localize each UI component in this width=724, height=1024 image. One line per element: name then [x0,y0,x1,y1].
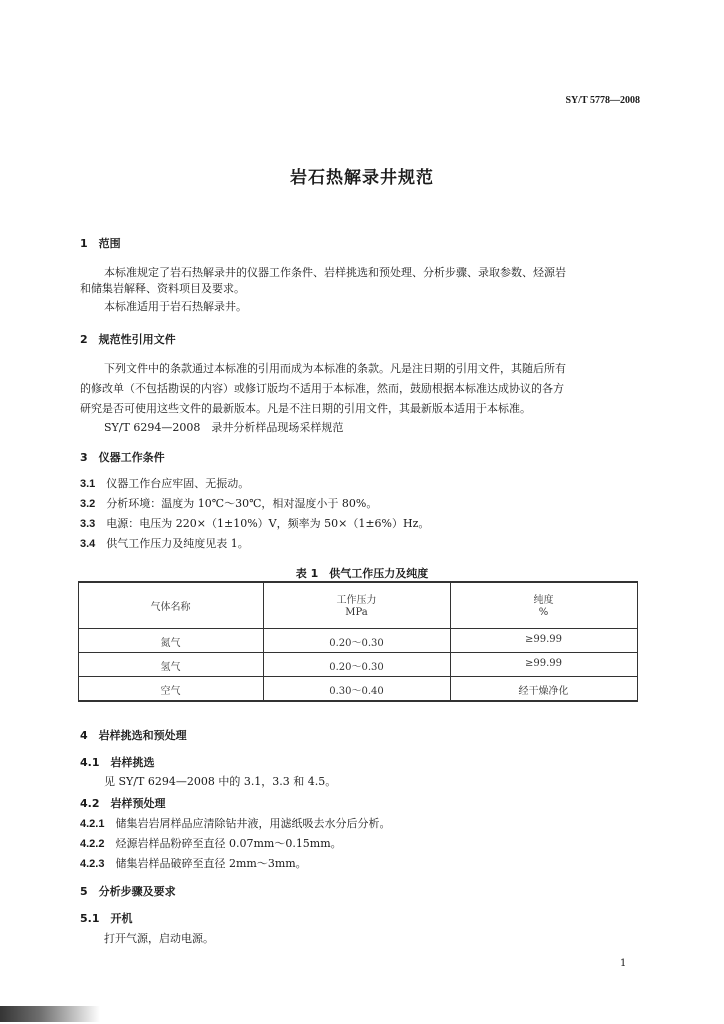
section-1-para-2: 本标准适用于岩石热解录井。 [104,300,247,313]
table-header-pressure: 工作压力 [336,595,377,606]
item-text: 供气工作压力及纯度见表 1。 [106,537,249,550]
item-text: 仪器工作台应牢固、无振动。 [106,477,250,490]
item-text: 开机 [110,912,133,925]
section-3-item [80,476,249,492]
section-3-heading: 3 仪器工作条件 [80,451,165,464]
section-4-item [80,836,342,852]
item-number: 4.2 [80,797,100,810]
section-1-heading: 1 范围 [80,237,121,250]
table-cell-gas: 氢气 [160,662,181,673]
item-text: 储集岩样品破碎至直径 2mm～3mm。 [115,857,307,870]
item-text: 岩样挑选 [110,756,155,769]
table-cell-gas: 氮气 [160,638,181,649]
section-4-item [80,856,307,872]
subsection-4-1-para: 见 SY/T 6294—2008 中的 3.1，3.3 和 4.5。 [104,775,337,788]
item-number: 3.2 [80,498,96,510]
table-cell-purity: ≥99.99 [524,634,562,645]
item-text: 电源：电压为 220×（1±10%）V，频率为 50×（1±6%）Hz。 [106,517,430,530]
section-1-para-1b: 和储集岩解释、资料项目及要求。 [80,282,245,295]
section-2-reference: SY/T 6294—2008 录井分析样品现场采样规范 [104,421,344,434]
item-number: 3.3 [80,518,96,530]
table-cell-pressure: 0.20～0.30 [329,638,384,649]
item-number: 5.1 [80,912,100,925]
document-title: 岩石热解录井规范 [290,168,434,188]
section-5-heading: 5 分析步骤及要求 [80,885,176,898]
section-2-para-1c: 研究是否可使用这些文件的最新版本。凡是不注日期的引用文件，其最新版本适用于本标准。 [80,402,531,415]
table-header-purity: 纯度 [533,595,554,606]
table-title: 表 1 供气工作压力及纯度 [295,567,429,580]
table-cell-pressure: 0.30～0.40 [329,686,384,697]
page-number: 1 [620,958,627,969]
subsection-5-1-heading [80,910,133,926]
section-2-para-1b: 的修改单（不包括勘误的内容）或修订版均不适用于本标准，然而，鼓励根据本标准达成协议的各方 [80,382,564,395]
section-3-item [80,496,377,512]
section-1-para-1a: 本标准规定了岩石热解录井的仪器工作条件、岩样挑选和预处理、分析步骤、录取参数、烃源岩 [104,266,566,279]
item-number: 4.2.1 [80,818,105,830]
subsection-5-1-para: 打开气源，启动电源。 [104,932,214,945]
table-header-pressure-unit: MPa [345,607,368,618]
section-4-heading: 4 岩样挑选和预处理 [80,729,187,742]
section-2-para-1a: 下列文件中的条款通过本标准的引用而成为本标准的条款。凡是注日期的引用文件，其随后所有 [104,362,566,375]
item-number: 4.2.2 [80,838,105,850]
section-2-heading: 2 规范性引用文件 [80,333,176,346]
table-header-purity-unit: % [538,607,549,618]
item-text: 分析环境：温度为 10℃～30℃，相对湿度小于 80%。 [106,497,378,510]
table-cell-purity: 经干燥净化 [518,686,569,697]
table-header-gas: 气体名称 [150,602,191,613]
subsection-4-1-heading [80,754,155,770]
scan-artifact [0,1006,100,1022]
table-cell-pressure: 0.20～0.30 [329,662,384,673]
section-4-item [80,816,390,832]
table-cell-gas: 空气 [160,686,181,697]
item-text: 储集岩岩屑样品应清除钻井液，用滤纸吸去水分后分析。 [115,817,391,830]
item-text: 岩样预处理 [110,797,166,810]
item-number: 4.2.3 [80,858,105,870]
item-number: 3.1 [80,478,96,490]
subsection-4-2-heading [80,795,166,811]
section-3-item [80,536,249,552]
standard-number: SY/T 5778—2008 [565,95,640,106]
item-number: 3.4 [80,538,96,550]
section-3-item [80,516,429,532]
item-text: 烃源岩样品粉碎至直径 0.07mm～0.15mm。 [115,837,342,850]
table-cell-purity: ≥99.99 [524,658,562,669]
item-number: 4.1 [80,756,100,769]
